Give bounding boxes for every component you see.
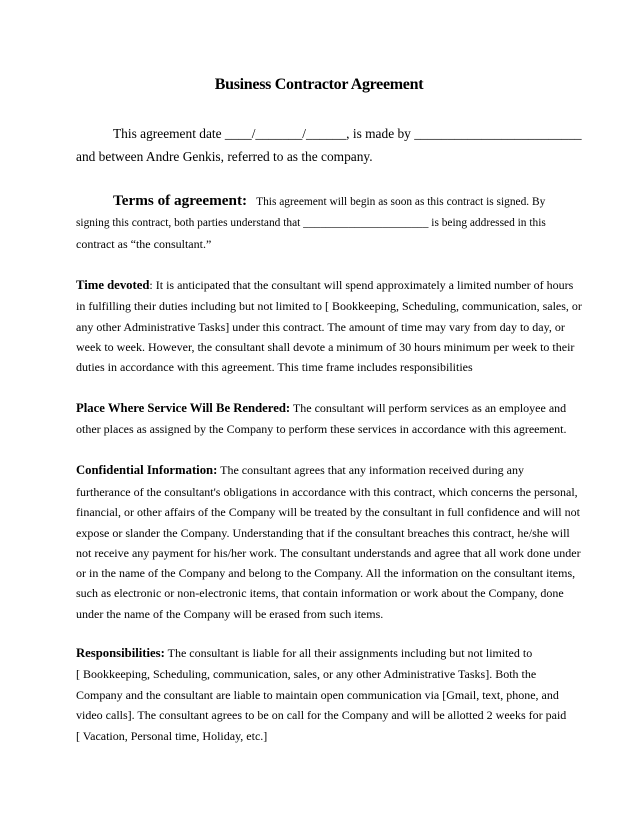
terms-heading: Terms of agreement: <box>113 192 248 209</box>
responsibilities-text: The consultant is liable for all their assignments including but not limited to <box>164 646 533 660</box>
place-line-2: other places as assigned by the Company to perform these services in accordance with this agreement. <box>76 422 567 436</box>
confidential-line-2: furtherance of the consultant's obligations in accordance with this contract, which concerns the personal, <box>76 485 578 499</box>
terms-line-1 <box>113 192 545 211</box>
terms-line-2: signing this contract, both parties understand that ______________________ is being addressed in this <box>76 217 546 229</box>
responsibilities-line-5: [ Vacation, Personal time, Holiday, etc.] <box>76 729 268 743</box>
place-text: The consultant will perform services as an employee and <box>290 401 567 415</box>
confidential-line-4: expose or slander the Company. Understanding that if the consultant breaches this contract, he/she will <box>76 526 570 540</box>
intro-line-1: This agreement date ____/_______/______, is made by _________________________ <box>113 126 582 141</box>
time-devoted-line-3: any other Administrative Tasks] under this contract. The amount of time may vary from day to day, or <box>76 320 565 334</box>
time-devoted-line-2: in fulfilling their duties including but not limited to [ Bookkeeping, Scheduling, communication, sales, or <box>76 299 582 313</box>
time-devoted-line-5: duties in accordance with this agreement. This time frame includes responsibilities <box>76 360 473 374</box>
time-devoted-text: : It is anticipated that the consultant will spend approximately a limited number of hours <box>149 278 574 292</box>
confidential-heading: Confidential Information: <box>76 463 218 477</box>
confidential-line-1 <box>76 463 524 477</box>
terms-text: This agreement will begin as soon as this contract is signed. By <box>256 196 546 208</box>
confidential-line-6: or in the name of the Company and belong to the Company. All the information on the consultant items, <box>76 566 576 580</box>
responsibilities-line-3: Company and the consultant are liable to maintain open communication via [Gmail, text, phone, and <box>76 688 559 702</box>
time-devoted-line-1 <box>76 278 573 292</box>
responsibilities-line-2: [ Bookkeeping, Scheduling, communication, sales, or any other Administrative Tasks]. Both the <box>76 667 537 681</box>
confidential-line-5: not receive any payment for his/her work. The consultant understands and agree that all work done under <box>76 546 581 560</box>
confidential-text: The consultant agrees that any information received during any <box>217 463 525 477</box>
terms-line-3: contract as “the consultant.” <box>76 237 212 251</box>
place-heading: Place Where Service Will Be Rendered: <box>76 401 291 415</box>
time-devoted-heading: Time devoted <box>76 278 150 292</box>
responsibilities-heading: Responsibilities: <box>76 646 165 660</box>
confidential-line-3: financial, or other affairs of the Company will be treated by the consultant in full confidence and will not <box>76 505 580 519</box>
confidential-line-7: such as electronic or non-electronic items, that contain information or work about the Company, done <box>76 586 564 600</box>
responsibilities-line-4: video calls]. The consultant agrees to be on call for the Company and will be allotted 2 weeks for paid <box>76 708 567 722</box>
time-devoted-line-4: week to week. However, the consultant shall devote a minimum of 30 hours minimum per week to their <box>76 340 575 354</box>
document-title: Business Contractor Agreement <box>214 76 424 93</box>
confidential-line-8: under the name of the Company will be erased from such items. <box>76 607 384 621</box>
place-line-1 <box>76 401 566 415</box>
intro-line-2: and between Andre Genkis, referred to as the company. <box>76 149 373 164</box>
responsibilities-line-1 <box>76 646 532 660</box>
